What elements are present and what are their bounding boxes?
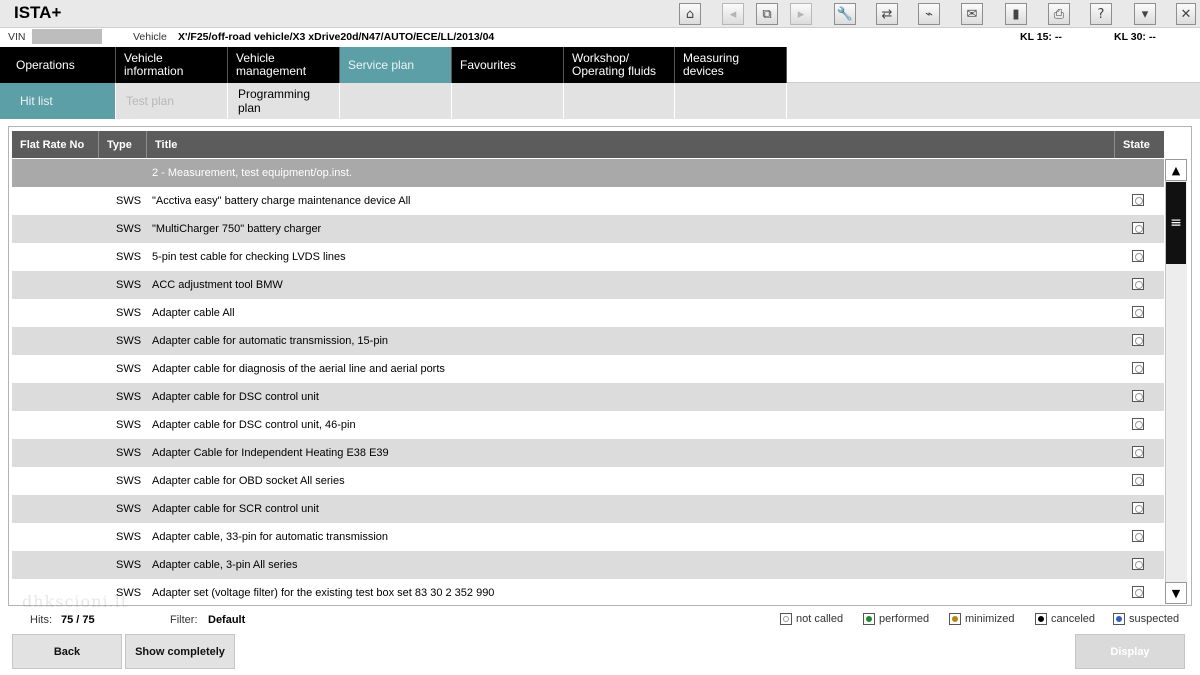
legend-label: canceled: [1051, 613, 1096, 625]
state-not-called-icon: [1132, 418, 1144, 430]
back-arrow-icon[interactable]: ◂: [722, 3, 744, 25]
table-row[interactable]: [12, 383, 1164, 411]
row-type: SWS: [116, 447, 142, 459]
legend-not-called: [780, 613, 843, 625]
state-not-called-icon: [1132, 390, 1144, 402]
scroll-down-icon[interactable]: ▼: [1165, 582, 1187, 604]
display-button[interactable]: Display: [1075, 634, 1185, 669]
header-type[interactable]: Type: [99, 131, 147, 158]
state-not-called-icon: [1132, 222, 1144, 234]
vehicle-value: X'/F25/off-road vehicle/X3 xDrive20d/N47/AUTO/ECE/LL/2013/04: [178, 31, 495, 43]
close-icon[interactable]: ✕: [1176, 3, 1196, 25]
table-row[interactable]: [12, 327, 1164, 355]
row-title: Adapter set (voltage filter) for the existing test box set 83 30 2 352 990: [152, 587, 495, 599]
row-title: Adapter cable All: [152, 307, 235, 319]
row-title: Adapter cable for automatic transmission, 15-pin: [152, 335, 389, 347]
legend-minimized: [949, 613, 1015, 625]
row-type: SWS: [116, 391, 142, 403]
row-title: "Acctiva easy" battery charge maintenance device All: [152, 195, 411, 207]
subtab-empty-2: [452, 83, 564, 119]
legend-label: minimized: [965, 613, 1015, 625]
row-title: Adapter cable for DSC control unit, 46-pin: [152, 419, 356, 431]
row-type: SWS: [116, 503, 142, 515]
hits-value: 75 / 75: [61, 614, 95, 626]
table-row[interactable]: [12, 243, 1164, 271]
state-not-called-icon: [1132, 586, 1144, 598]
group-title: 2 - Measurement, test equipment/op.inst.: [152, 167, 352, 179]
legend-label: performed: [879, 613, 930, 625]
subtab-empty-1: [340, 83, 452, 119]
row-title: ACC adjustment tool BMW: [152, 279, 283, 291]
home-icon[interactable]: ⌂: [679, 3, 701, 25]
table-row[interactable]: [12, 579, 1164, 604]
state-not-called-icon: [1132, 502, 1144, 514]
row-type: SWS: [116, 279, 142, 291]
app-title: ISTA+: [14, 3, 62, 22]
performed-icon: [863, 613, 875, 625]
kl15-status: KL 15: --: [1020, 31, 1062, 43]
legend-label: suspected: [1129, 613, 1180, 625]
table-row[interactable]: [12, 523, 1164, 551]
back-button[interactable]: Back: [12, 634, 122, 669]
table-row[interactable]: [12, 187, 1164, 215]
table-row[interactable]: [12, 355, 1164, 383]
battery-icon[interactable]: ▮: [1005, 3, 1027, 25]
tab-vehicle-management[interactable]: Vehicle management: [228, 47, 340, 83]
wrench-icon[interactable]: 🔧: [834, 3, 856, 25]
state-not-called-icon: [1132, 362, 1144, 374]
state-not-called-icon: [1132, 474, 1144, 486]
copy-icon[interactable]: ⧉: [756, 3, 778, 25]
not-called-icon: [780, 613, 792, 625]
row-type: SWS: [116, 559, 142, 571]
main-tabs: [0, 47, 1200, 83]
group-row[interactable]: [12, 159, 1164, 187]
title-bar: [0, 0, 1200, 28]
kl30-status: KL 30: --: [1114, 31, 1156, 43]
row-type: SWS: [116, 475, 142, 487]
row-title: Adapter cable, 33-pin for automatic transmission: [152, 531, 389, 543]
data-transfer-icon[interactable]: ⇄: [876, 3, 898, 25]
vehicle-bar: [0, 28, 1200, 46]
state-not-called-icon: [1132, 278, 1144, 290]
state-not-called-icon: [1132, 334, 1144, 346]
table-row[interactable]: [12, 299, 1164, 327]
row-title: Adapter cable for OBD socket All series: [152, 475, 345, 487]
print-icon[interactable]: ⎙: [1048, 3, 1070, 25]
state-not-called-icon: [1132, 306, 1144, 318]
legend-suspected: [1113, 613, 1179, 625]
show-completely-button[interactable]: Show completely: [125, 634, 235, 669]
row-type: SWS: [116, 251, 142, 263]
tab-vehicle-information[interactable]: Vehicle information: [116, 47, 228, 83]
table-row[interactable]: [12, 551, 1164, 579]
watermark: dhkscioni.lt: [22, 592, 129, 611]
suspected-icon: [1113, 613, 1125, 625]
state-not-called-icon: [1132, 250, 1144, 262]
subtab-hit-list[interactable]: Hit list: [0, 83, 116, 119]
header-title[interactable]: Title: [147, 131, 1115, 158]
state-not-called-icon: [1132, 446, 1144, 458]
tab-service-plan[interactable]: Service plan: [340, 47, 452, 83]
header-state[interactable]: State: [1123, 138, 1150, 151]
subtab-test-plan[interactable]: Test plan: [116, 83, 228, 119]
subtab-empty-3: [564, 83, 675, 119]
table-row[interactable]: [12, 215, 1164, 243]
row-type: SWS: [116, 335, 142, 347]
table-row[interactable]: [12, 439, 1164, 467]
forward-arrow-icon[interactable]: ▸: [790, 3, 812, 25]
tab-operations[interactable]: Operations: [0, 47, 116, 83]
legend-canceled: [1035, 613, 1095, 625]
canceled-icon: [1035, 613, 1047, 625]
row-type: SWS: [116, 223, 142, 235]
row-type: SWS: [116, 195, 142, 207]
row-type: SWS: [116, 363, 142, 375]
tab-favourites[interactable]: Favourites: [452, 47, 564, 83]
row-type: SWS: [116, 419, 142, 431]
hits-label: Hits:: [30, 614, 52, 626]
table-body: [12, 159, 1164, 604]
sub-tabs: [0, 83, 1200, 119]
state-not-called-icon: [1132, 530, 1144, 542]
minimized-icon: [949, 613, 961, 625]
table-row[interactable]: [12, 271, 1164, 299]
row-title: "MultiCharger 750" battery charger: [152, 223, 322, 235]
subtab-empty-4: [675, 83, 787, 119]
legend-performed: [863, 613, 929, 625]
vin-label: VIN: [8, 31, 26, 43]
table-row[interactable]: [12, 467, 1164, 495]
row-type: SWS: [116, 587, 142, 599]
subtab-programming-plan[interactable]: Programming plan: [228, 83, 340, 119]
mail-icon[interactable]: ✉: [961, 3, 983, 25]
header-flat-rate[interactable]: Flat Rate No: [12, 131, 99, 158]
legend-label: not called: [796, 613, 844, 625]
row-title: Adapter Cable for Independent Heating E38 E39: [152, 447, 389, 459]
row-title: Adapter cable for DSC control unit: [152, 391, 319, 403]
table-row[interactable]: [12, 411, 1164, 439]
row-title: Adapter cable for diagnosis of the aerial line and aerial ports: [152, 363, 445, 375]
row-title: 5-pin test cable for checking LVDS lines: [152, 251, 346, 263]
tabs-filler: [787, 47, 1200, 83]
table-header: [12, 131, 1164, 158]
row-type: SWS: [116, 531, 142, 543]
help-icon[interactable]: ?: [1090, 3, 1112, 25]
vin-value: [32, 29, 102, 44]
vehicle-label: Vehicle: [133, 31, 167, 43]
state-not-called-icon: [1132, 558, 1144, 570]
table-row[interactable]: [12, 495, 1164, 523]
row-title: Adapter cable for SCR control unit: [152, 503, 319, 515]
minimize-icon[interactable]: ▾: [1134, 3, 1156, 25]
scroll-up-icon[interactable]: ▲: [1165, 159, 1187, 181]
tab-workshop-operating-fluids[interactable]: Workshop/ Operating fluids: [564, 47, 675, 83]
scroll-thumb[interactable]: ≡: [1166, 182, 1186, 264]
connection-icon[interactable]: ⌁: [918, 3, 940, 25]
row-type: SWS: [116, 307, 142, 319]
filter-value: Default: [208, 614, 246, 626]
filter-label: Filter:: [170, 614, 198, 626]
state-not-called-icon: [1132, 194, 1144, 206]
row-title: Adapter cable, 3-pin All series: [152, 559, 298, 571]
tab-measuring-devices[interactable]: Measuring devices: [675, 47, 787, 83]
